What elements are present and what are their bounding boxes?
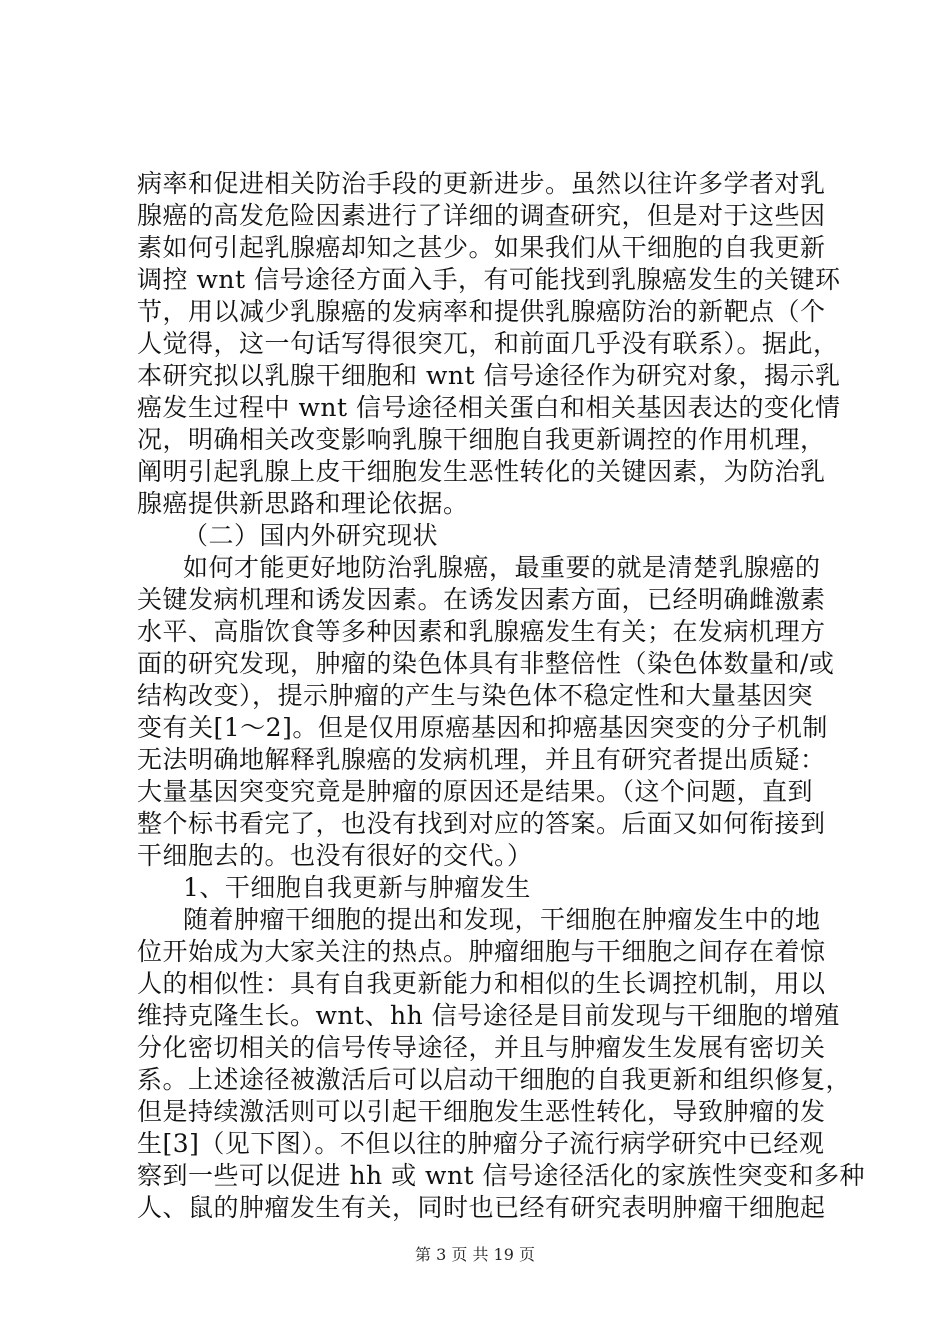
text-line: 分化密切相关的信号传导途径，并且与肿瘤发生发展有密切关 <box>137 1033 826 1062</box>
text-line: 病率和促进相关防治手段的更新进步。虽然以往许多学者对乳 <box>137 169 826 198</box>
text-line: 干细胞去的。也没有很好的交代。） <box>137 841 533 870</box>
section-heading: （二）国内外研究现状 <box>183 521 439 550</box>
text-line: 随着肿瘤干细胞的提出和发现，干细胞在肿瘤发生中的地 <box>183 905 821 934</box>
text-line: 本研究拟以乳腺干细胞和 wnt 信号途径作为研究对象，揭示乳 <box>137 361 841 390</box>
text-line: 节，用以减少乳腺癌的发病率和提供乳腺癌防治的新靶点（个 <box>137 297 826 326</box>
text-line: 如何才能更好地防治乳腺癌，最重要的就是清楚乳腺癌的 <box>183 553 821 582</box>
text-line: 腺癌提供新思路和理论依据。 <box>137 489 469 518</box>
text-line: 但是持续激活则可以引起干细胞发生恶性转化，导致肿瘤的发 <box>137 1097 826 1126</box>
text-line: 结构改变），提示肿瘤的产生与染色体不稳定性和大量基因突 <box>137 681 814 710</box>
text-line: 变有关[1～2]。但是仅用原癌基因和抑癌基因突变的分子机制 <box>137 713 828 742</box>
text-line: 癌发生过程中 wnt 信号途径相关蛋白和相关基因表达的变化情 <box>137 393 841 422</box>
text-line: 调控 wnt 信号途径方面入手，有可能找到乳腺癌发生的关键环 <box>137 265 841 294</box>
text-line: 腺癌的高发危险因素进行了详细的调查研究，但是对于这些因 <box>137 201 826 230</box>
text-line: 人、鼠的肿瘤发生有关，同时也已经有研究表明肿瘤干细胞起 <box>137 1193 826 1222</box>
text-line: 况，明确相关改变影响乳腺干细胞自我更新调控的作用机理， <box>137 425 826 454</box>
text-line: 关键发病机理和诱发因素。在诱发因素方面，已经明确雌激素 <box>137 585 826 614</box>
text-line: 人觉得，这一句话写得很突兀，和前面几乎没有联系）。据此， <box>137 329 839 358</box>
page-number-footer: 第 3 页 共 19 页 <box>415 1245 535 1264</box>
text-line: 生[3]（见下图）。不但以往的肿瘤分子流行病学研究中已经观 <box>137 1129 825 1158</box>
text-line: 面的研究发现，肿瘤的染色体具有非整倍性（染色体数量和/或 <box>137 649 835 678</box>
text-line: 位开始成为大家关注的热点。肿瘤细胞与干细胞之间存在着惊 <box>137 937 826 966</box>
text-line: 水平、高脂饮食等多种因素和乳腺癌发生有关；在发病机理方 <box>137 617 826 646</box>
text-line: 维持克隆生长。wnt、hh 信号途径是目前发现与干细胞的增殖 <box>137 1001 840 1030</box>
text-line: 素如何引起乳腺癌却知之甚少。如果我们从干细胞的自我更新 <box>137 233 826 262</box>
text-line: 阐明引起乳腺上皮干细胞发生恶性转化的关键因素，为防治乳 <box>137 457 826 486</box>
text-line: 整个标书看完了，也没有找到对应的答案。后面又如何衔接到 <box>137 809 826 838</box>
text-line: 无法明确地解释乳腺癌的发病机理，并且有研究者提出质疑： <box>137 745 826 774</box>
text-line: 人的相似性：具有自我更新能力和相似的生长调控机制，用以 <box>137 969 826 998</box>
body-text <box>137 168 866 1224</box>
text-line: 系。上述途径被激活后可以启动干细胞的自我更新和组织修复， <box>137 1065 852 1094</box>
text-line: 大量基因突变究竟是肿瘤的原因还是结果。（这个问题，直到 <box>137 777 814 806</box>
subsection-heading: 1、干细胞自我更新与肿瘤发生 <box>183 873 531 902</box>
text-line: 察到一些可以促进 hh 或 wnt 信号途径活化的家族性突变和多种 <box>137 1161 866 1190</box>
